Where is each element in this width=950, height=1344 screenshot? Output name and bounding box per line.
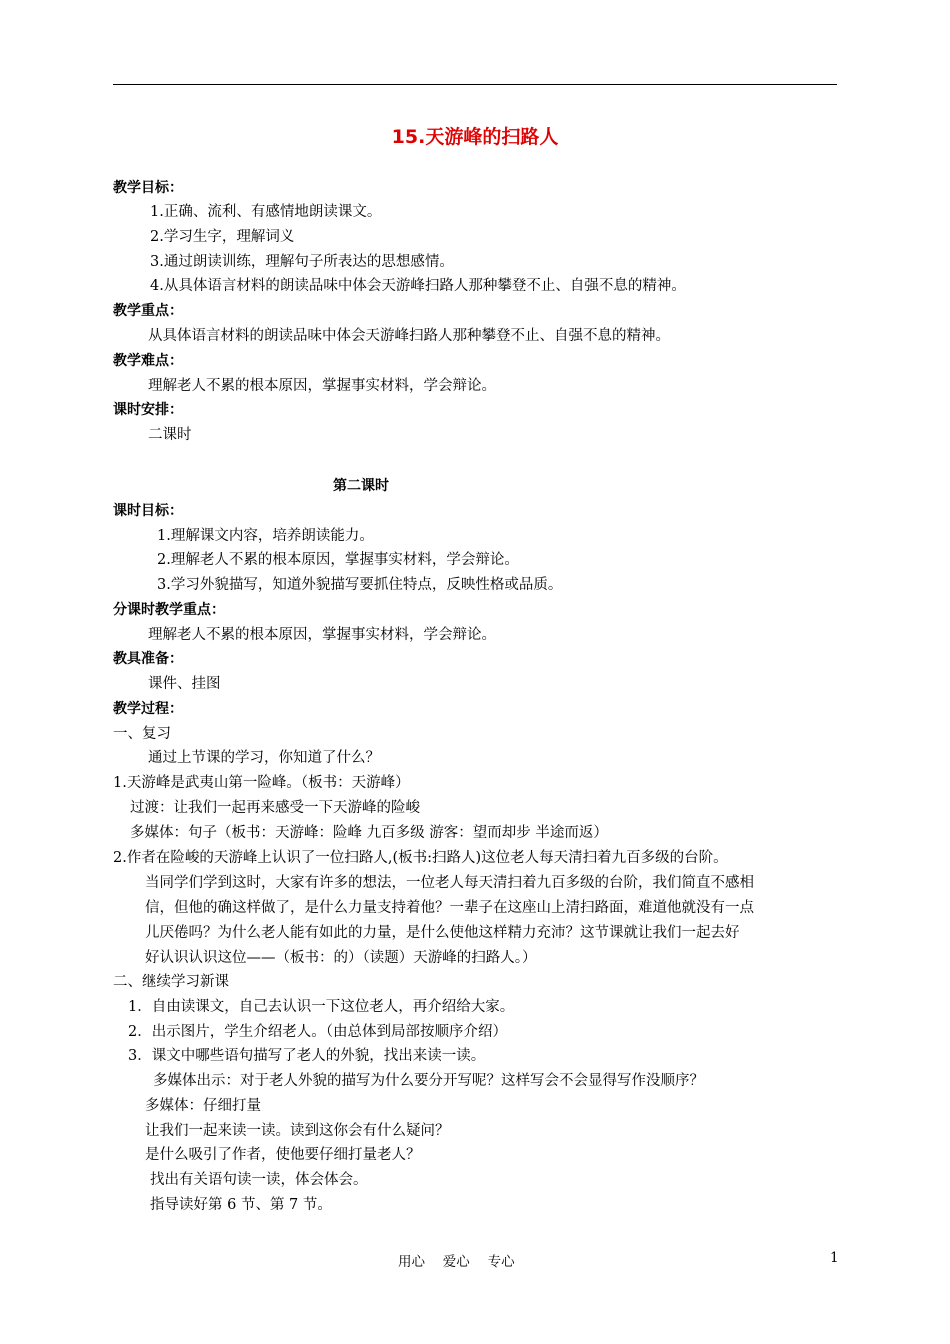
multimedia-question: 多媒体出示：对于老人外貌的描写为什么要分开写呢？这样写会不会显得写作没顺序？ [153,1073,704,1089]
review-point-2-cont-3: 儿厌倦吗？为什么老人能有如此的力量，是什么使他这样精力充沛？这节课就让我们一起去好 [145,925,740,941]
lesson-key-points-text: 理解老人不累的根本原因，掌握事实材料，学会辩论。 [148,627,496,643]
page-title: 15.天游峰的扫路人 [391,126,559,148]
goal-4: 4.从具体语言材料的朗读品味中体会天游峰扫路人那种攀登不止、自强不息的精神。 [150,278,686,294]
read-together-text: 让我们一起来读一读。读到这你会有什么疑问？ [145,1123,450,1139]
review-point-2-cont-1: 当同学们学到这时，大家有许多的想法，一位老人每天清扫着九百多级的台阶，我们简直不感相 [145,875,754,891]
step-review: 一、复习 [113,726,171,742]
new-lesson-item-1: 1．自由读课文，自己去认识一下这位老人，再介绍给大家。 [128,999,515,1015]
heading-teaching-goals: 教学目标： [113,180,183,196]
guide-reading-text: 指导读好第 6 节、第 7 节。 [150,1197,332,1213]
footer-motto: 用心 爱心 专心 [398,1254,515,1270]
key-points-text: 从具体语言材料的朗读品味中体会天游峰扫路人那种攀登不止、自强不息的精神。 [148,328,670,344]
heading-difficulties: 教学难点： [113,353,183,369]
heading-lesson-key-points: 分课时教学重点： [113,602,225,618]
lesson-goal-1: 1.理解课文内容，培养朗读能力。 [157,528,374,544]
lesson-goal-2: 2.理解老人不累的根本原因，掌握事实材料，学会辩论。 [157,552,519,568]
multimedia-sentence: 多媒体：句子（板书：天游峰：险峰 九百多级 游客：望而却步 半途而返） [130,825,608,841]
lesson-goal-3: 3.学习外貌描写，知道外貌描写要抓住特点，反映性格或品质。 [157,577,563,593]
heading-process: 教学过程： [113,701,183,717]
page-number: 1 [830,1250,839,1266]
header-rule [113,84,837,85]
step-new-lesson: 二、继续学习新课 [113,974,229,990]
section-title-second-lesson: 第二课时 [333,478,389,494]
find-sentences-text: 找出有关语句读一读，体会体会。 [150,1172,368,1188]
goal-1: 1.正确、流利、有感情地朗读课文。 [150,204,382,220]
review-point-2: 2.作者在险峻的天游峰上认识了一位扫路人,(板书:扫路人)这位老人每天清扫着九百多级的台阶。 [113,850,728,866]
heading-schedule: 课时安排： [113,402,183,418]
review-point-1: 1.天游峰是武夷山第一险峰。（板书：天游峰） [113,775,410,791]
review-question: 通过上节课的学习，你知道了什么？ [148,750,380,766]
transition-text: 过渡：让我们一起再来感受一下天游峰的险峻 [130,800,420,816]
difficulties-text: 理解老人不累的根本原因，掌握事实材料，学会辩论。 [148,378,496,394]
heading-materials: 教具准备： [113,651,183,667]
new-lesson-item-3: 3．课文中哪些语句描写了老人的外貌，找出来读一读。 [128,1048,486,1064]
heading-key-points: 教学重点： [113,303,183,319]
schedule-text: 二课时 [148,427,192,443]
materials-text: 课件、挂图 [148,676,221,692]
new-lesson-item-2: 2．出示图片，学生介绍老人。（由总体到局部按顺序介绍） [128,1024,507,1040]
review-point-2-cont-2: 信，但他的确这样做了，是什么力量支持着他？一辈子在这座山上清扫路面，难道他就没有一点 [145,900,754,916]
attraction-question: 是什么吸引了作者，使他要仔细打量老人？ [145,1147,421,1163]
multimedia-observe: 多媒体：仔细打量 [145,1098,261,1114]
heading-lesson-goals: 课时目标： [113,503,183,519]
review-point-2-cont-4: 好认识认识这位——（板书：的）（读题）天游峰的扫路人。） [145,950,537,966]
goal-2: 2.学习生字，理解词义 [150,229,295,245]
goal-3: 3.通过朗读训练，理解句子所表达的思想感情。 [150,254,454,270]
